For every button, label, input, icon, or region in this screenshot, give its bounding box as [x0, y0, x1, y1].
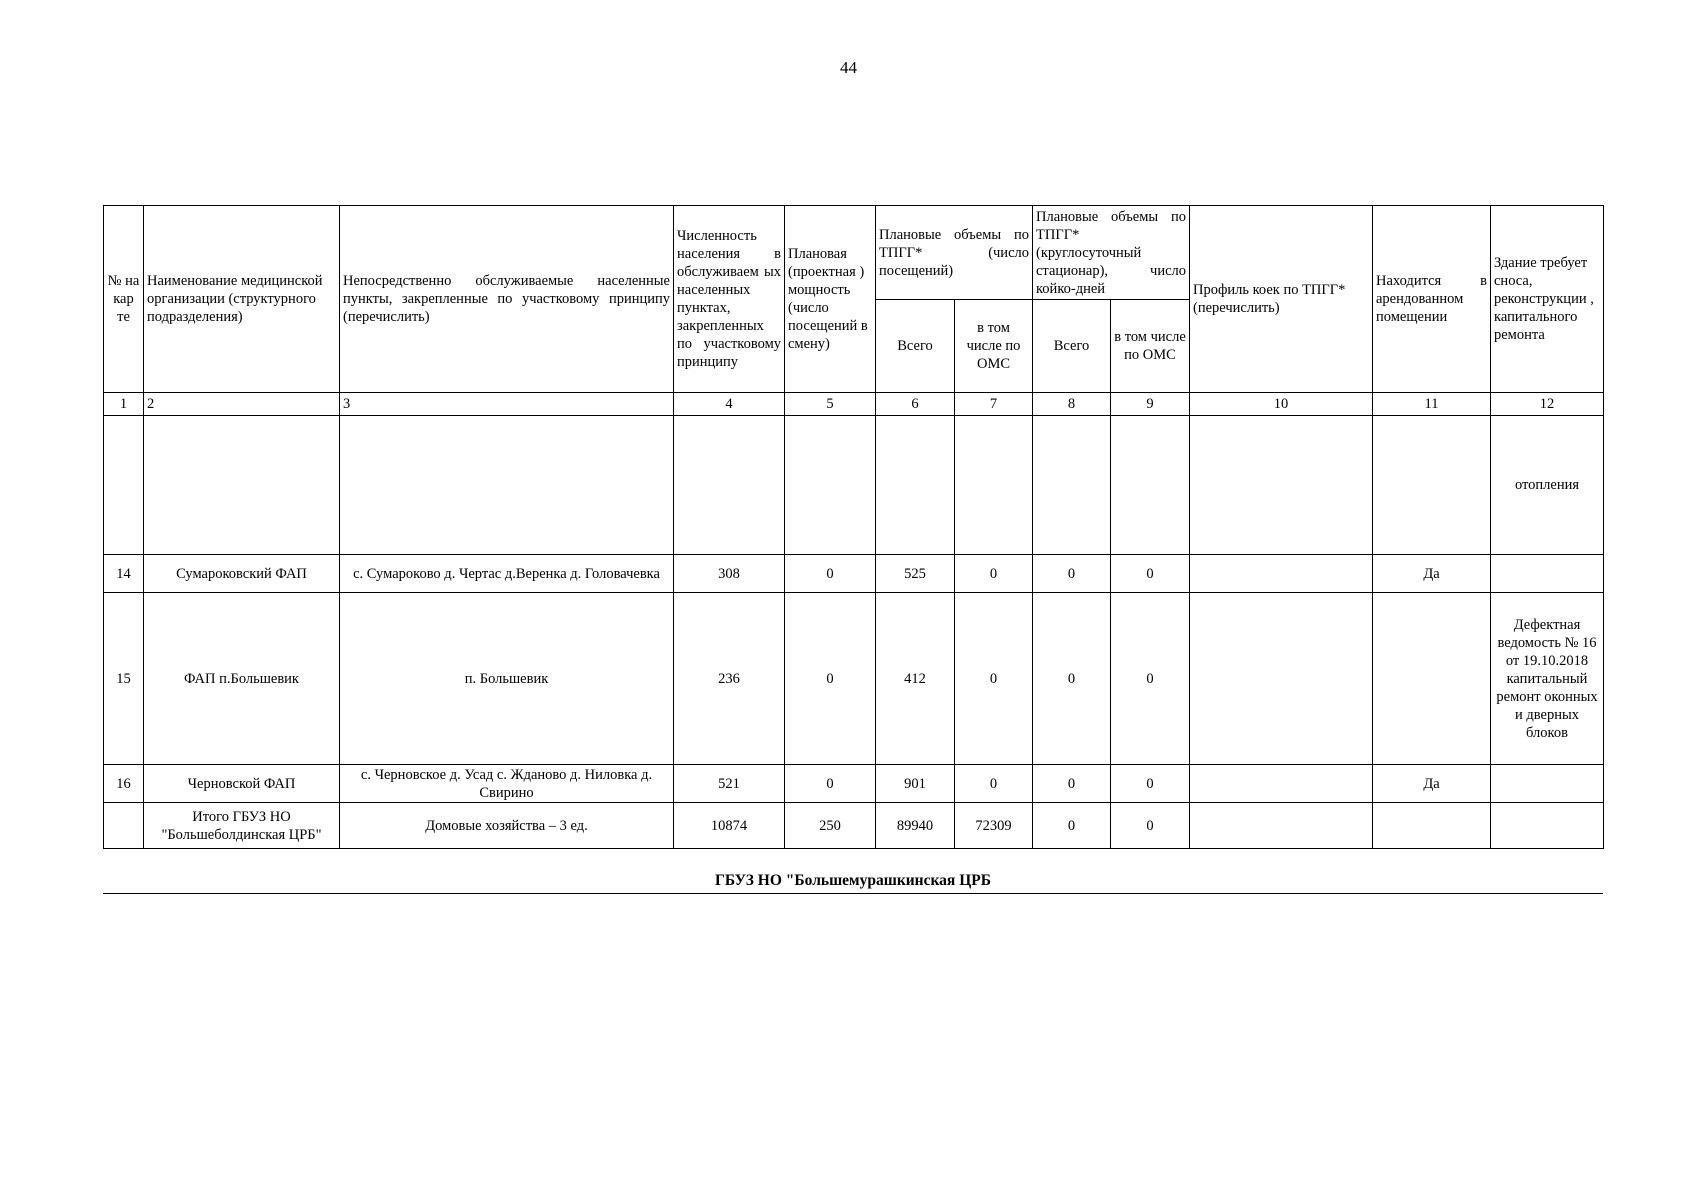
column-number: 8 [1033, 393, 1111, 416]
cell-settlements: п. Большевик [340, 593, 674, 765]
header-rented-premises: Находится в арендованном помещении [1373, 206, 1491, 393]
header-beddays-oms: в том числе по ОМС [1111, 300, 1190, 393]
cell-organization: Сумароковский ФАП [144, 555, 340, 593]
header-map-number: № на кар те [104, 206, 144, 393]
cell-visits-total: 901 [876, 765, 955, 803]
header-beddays-total: Всего [1033, 300, 1111, 393]
column-numbers-row [104, 393, 1604, 416]
column-number: 12 [1491, 393, 1604, 416]
cell-organization: ФАП п.Большевик [144, 593, 340, 765]
cell-rented [1373, 803, 1491, 849]
column-number: 6 [876, 393, 955, 416]
header-bed-profile: Профиль коек по ТПГГ* (перечислить) [1190, 206, 1373, 393]
column-number: 9 [1111, 393, 1190, 416]
cell-visits-total: 525 [876, 555, 955, 593]
column-number: 4 [674, 393, 785, 416]
table-row [104, 765, 1604, 803]
cell-repair [1491, 803, 1604, 849]
column-number: 11 [1373, 393, 1491, 416]
header-visits-oms: в том числе по ОМС [955, 300, 1033, 393]
column-number: 2 [144, 393, 340, 416]
column-number: 1 [104, 393, 144, 416]
medical-organizations-table [103, 205, 1604, 849]
cell-beddays-oms: 0 [1111, 765, 1190, 803]
table-row [104, 593, 1604, 765]
header-planned-beddays: Плановые объемы по ТПГГ* (круглосуточный стационар), число койко-дней [1033, 206, 1190, 300]
cell-capacity: 250 [785, 803, 876, 849]
cell-repair: Дефектная ведомость № 16 от 19.10.2018 капитальный ремонт оконных и дверных блоков [1491, 593, 1604, 765]
cell-population: 236 [674, 593, 785, 765]
column-number: 7 [955, 393, 1033, 416]
continuation-row [104, 416, 1604, 555]
cell-capacity: 0 [785, 593, 876, 765]
cell-capacity: 0 [785, 555, 876, 593]
cell-visits-oms: 0 [955, 593, 1033, 765]
cell-population: 521 [674, 765, 785, 803]
header-served-settlements: Непосредственно обслуживаемые населенные пункты, закрепленные по участковому принципу (перечислить) [340, 206, 674, 393]
header-building-repair: Здание требует сноса, реконструкции , капитального ремонта [1491, 206, 1604, 393]
cell-beddays-oms: 0 [1111, 593, 1190, 765]
cell-organization: Итого ГБУЗ НО "Большеболдинская ЦРБ" [144, 803, 340, 849]
cell-visits-total: 412 [876, 593, 955, 765]
cell-number [104, 803, 144, 849]
cell-visits-oms: 0 [955, 555, 1033, 593]
section-divider [103, 893, 1603, 894]
cell-number: 14 [104, 555, 144, 593]
header-organization-name: Наименование медицинской организации (структурного подразделения) [144, 206, 340, 393]
cell-beddays-total: 0 [1033, 555, 1111, 593]
cell-bed-profile [1190, 593, 1373, 765]
cell-visits-total: 89940 [876, 803, 955, 849]
cell-beddays-total: 0 [1033, 765, 1111, 803]
cell-bed-profile [1190, 803, 1373, 849]
cell-rented: Да [1373, 555, 1491, 593]
page-number: 44 [840, 58, 857, 77]
cell-beddays-total: 0 [1033, 593, 1111, 765]
cell-beddays-oms: 0 [1111, 803, 1190, 849]
cell-bed-profile [1190, 765, 1373, 803]
total-row [104, 803, 1604, 849]
cell-capacity: 0 [785, 765, 876, 803]
header-planned-visits: Плановые объемы по ТПГГ* (число посещений) [876, 206, 1033, 300]
header-planned-capacity: Плановая (проектная ) мощность (число посещений в смену) [785, 206, 876, 393]
cell-population: 308 [674, 555, 785, 593]
cell-repair: отопления [1491, 416, 1604, 555]
cell-settlements: Домовые хозяйства – 3 ед. [340, 803, 674, 849]
table-row [104, 555, 1604, 593]
cell-population: 10874 [674, 803, 785, 849]
cell-repair [1491, 765, 1604, 803]
cell-organization: Черновской ФАП [144, 765, 340, 803]
cell-beddays-total: 0 [1033, 803, 1111, 849]
header-visits-total: Всего [876, 300, 955, 393]
header-population: Численность населения в обслуживаем ых населенных пунктах, закрепленных по участковому принципу [674, 206, 785, 393]
cell-settlements: с. Черновское д. Усад с. Жданово д. Ниловка д. Свирино [340, 765, 674, 803]
cell-repair [1491, 555, 1604, 593]
cell-rented [1373, 593, 1491, 765]
cell-settlements: с. Сумароково д. Чертас д.Веренка д. Головачевка [340, 555, 674, 593]
cell-beddays-oms: 0 [1111, 555, 1190, 593]
column-number: 5 [785, 393, 876, 416]
cell-bed-profile [1190, 555, 1373, 593]
cell-number: 16 [104, 765, 144, 803]
cell-rented: Да [1373, 765, 1491, 803]
cell-number: 15 [104, 593, 144, 765]
section-heading: ГБУЗ НО "Большемурашкинская ЦРБ [715, 872, 991, 889]
column-number: 3 [340, 393, 674, 416]
cell-visits-oms: 0 [955, 765, 1033, 803]
cell-visits-oms: 72309 [955, 803, 1033, 849]
column-number: 10 [1190, 393, 1373, 416]
